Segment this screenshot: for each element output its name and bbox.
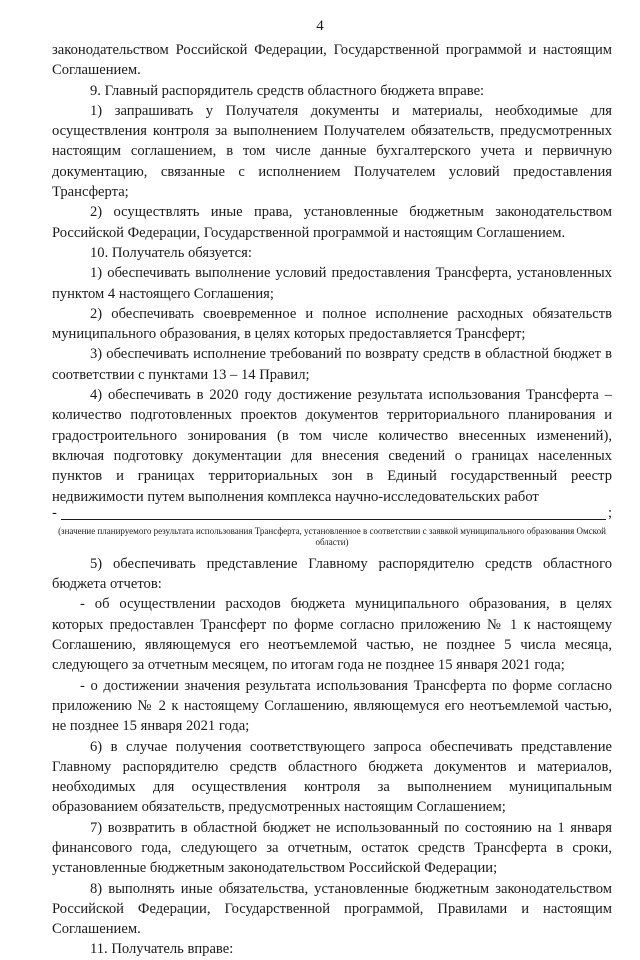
clause-10-item-4: 4) обеспечивать в 2020 году достижение результата использования Трансферта – количество подготовленных проектов документов территориального планирования и градостроительного зонирования (в том числе количество внесенных изменений), включая подготовку документации для внесения сведений о границах населенных пунктов и границах территориальных зон в Единый государственный реестр недвижимости путем выполнения комплекса научно-исследовательских работ [52,387,612,505]
clause-10-heading: 10. Получатель обязуется: [90,244,252,261]
clause-9-heading: 9. Главный распорядитель средств областного бюджета вправе: [90,82,485,99]
document-body [52,40,612,960]
page-number: 4 [316,18,324,34]
clause-11-heading: 11. Получатель вправе: [90,941,234,958]
clause-9-item-1: 1) запрашивать у Получателя документы и материалы, необходимые для осуществления контроля за выполнением Получателем обязательств, предусмотренных настоящим соглашением, в том числе данные бухгалтерского учета и первичную документацию, связанные с исполнением Получателем условий предоставления Трансферта; [52,102,612,201]
clause-10-item-2: 2) обеспечивать своевременное и полное исполнение расходных обязательств муниципального образования, в целях которых предоставляется Трансферт; [52,305,612,343]
fill-line-caption: (значение планируемого результата использования Трансферта, установленное в соответствии с заявкой муниципального образования Омской области) [58,525,606,547]
report-item-expenses: - об осуществлении расходов бюджета муниципального образования, в целях которых предоставлен Трансферт по форме согласно приложению № 1 к настоящему Соглашению, являющемуся его неотъемлемой частью, не позднее 5 числа месяца, следующего за отчетным месяцем, по итогам года не позднее 15 января 2021 года; [52,596,612,674]
clause-10-item-5: 5) обеспечивать представление Главному распорядителю средств областного бюджета отчетов: [52,555,612,593]
clause-9-item-2: 2) осуществлять иные права, установленные бюджетным законодательством Российской Федерации, Государственной программой и настоящим Соглашением. [52,204,612,241]
result-value-fill-line [52,504,612,523]
paragraph-continuation: законодательством Российской Федерации, Государственной программой и настоящим Соглашением. [52,42,612,79]
fill-line-rule [61,519,606,520]
clause-10-item-3: 3) обеспечивать исполнение требований по возврату средств в областной бюджет в соответствии с пунктами 13 – 14 Правил; [52,346,612,383]
fill-line-dash: - [52,504,57,521]
clause-10-item-7: 7) возвратить в областной бюджет не использованный по состоянию на 1 января финансового года, следующего за отчетным, остаток средств Трансферта в сроки, установленные бюджетным законодательством Российской Федерации; [52,819,612,877]
fill-line-end: ; [607,504,612,521]
report-item-result: - о достижении значения результата использования Трансферта по форме согласно приложению № 2 к настоящему Соглашению, являющемуся его неотъемлемой частью, не позднее 15 января 2021 года; [52,677,612,735]
clause-10-item-6: 6) в случае получения соответствующего запроса обеспечивать представление Главному распорядителю средств областного бюджета документов и материалов, необходимых для осуществления контроля за выполнением муниципальным образованием обязательств, предусмотренных настоящим Соглашением; [52,738,612,816]
clause-10-item-1: 1) обеспечивать выполнение условий предоставления Трансферта, установленных пунктом 4 настоящего Соглашения; [52,265,612,302]
clause-10-item-8: 8) выполнять иные обязательства, установленные бюджетным законодательством Российской Федерации, Государственной программой, Правилами и настоящим Соглашением. [52,880,612,938]
